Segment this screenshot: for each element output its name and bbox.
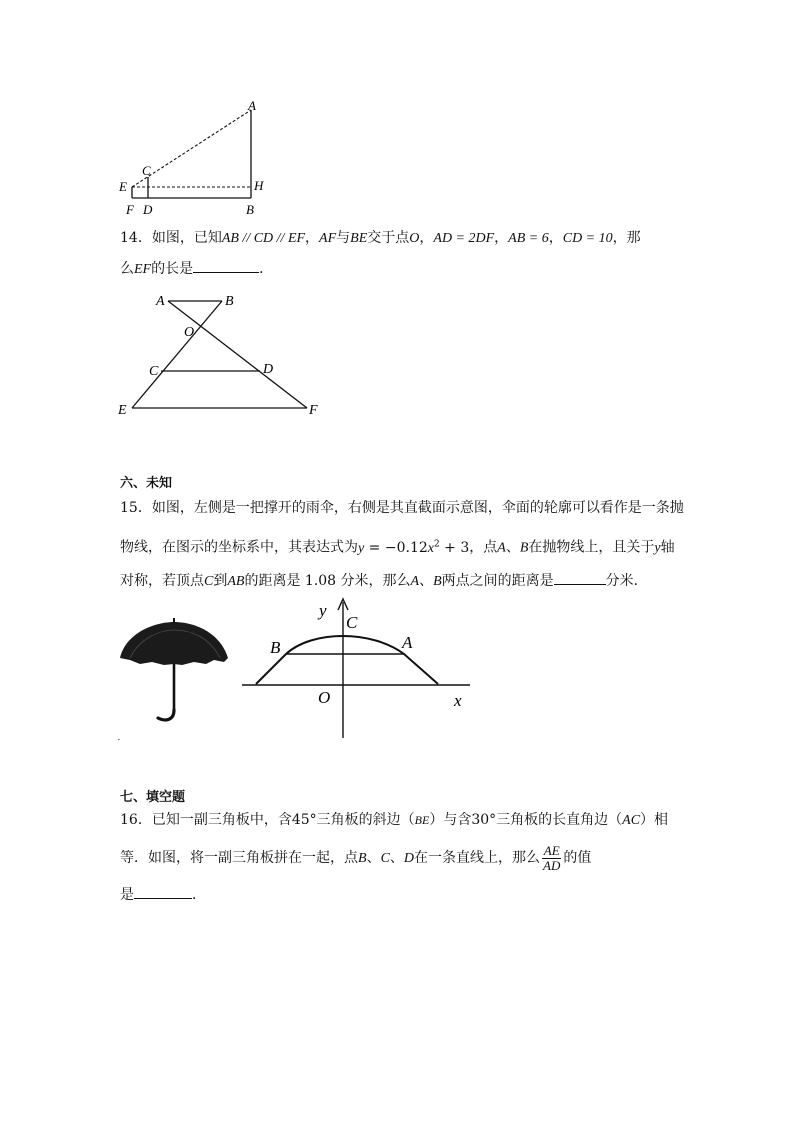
umbrella-illustration <box>116 618 232 742</box>
label-C: C <box>149 364 159 379</box>
q14-with: 与 <box>336 230 351 246</box>
q14-sep1: ， <box>305 230 320 246</box>
q15-text-6: 到 <box>213 573 228 589</box>
q16-d: D <box>403 851 415 866</box>
q14-cond: AB // CD // EF <box>221 231 306 246</box>
q15-text-4: 在抛物线上，且关于 <box>528 539 655 556</box>
q16-dun2: 、 <box>389 850 404 866</box>
q16-text-8: 的值 <box>563 850 592 866</box>
label-y: y <box>319 601 327 620</box>
q14-text-1: 如图，已知 <box>151 230 222 246</box>
q15-ab: AB <box>227 574 245 589</box>
label-F: F <box>126 202 134 217</box>
q16-line3 <box>120 884 206 905</box>
label-O: O <box>184 325 195 340</box>
q15-text-7: 的距离是 1.08 分米，那么 <box>244 573 411 589</box>
q16-deg30: 30° <box>471 812 497 828</box>
section-6-title: 六、未知 <box>120 476 173 491</box>
q14-ad: AD = 2DF <box>433 231 495 246</box>
q14-sep3: ， <box>494 230 509 246</box>
q15-formula-exp: 2 <box>433 539 440 549</box>
q16-text-4: 三角板的长直角边（ <box>496 812 623 828</box>
q15-text-2: 物线，在图示的坐标系中，其表达式为 <box>120 539 358 556</box>
q15-formula <box>358 540 469 556</box>
q14-end: ． <box>259 261 274 277</box>
q15-axis: 轴 <box>660 539 675 556</box>
q15-answer-blank[interactable] <box>554 570 606 585</box>
q14-number: 14． <box>120 230 152 246</box>
q15-text-5: 对称，若顶点 <box>120 573 204 589</box>
hourglass-figure <box>112 288 327 418</box>
q16-b: B <box>358 851 367 866</box>
q16-deg45: 45° <box>291 812 317 828</box>
q14-be: BE <box>350 231 368 246</box>
q14-line2 <box>120 258 273 280</box>
label-E: E <box>118 403 127 418</box>
label-A: A <box>402 633 413 652</box>
q15-c: C <box>204 574 214 589</box>
q16-end: ． <box>192 887 206 903</box>
q15-dun: 、 <box>505 539 520 556</box>
q15-unit: 分米． <box>605 573 648 589</box>
q16-text-1: 16．已知一副三角板中，含 <box>120 812 292 828</box>
q15-b2: B <box>433 574 442 589</box>
q14-ab: AB = 6 <box>508 231 549 246</box>
q16-text-9: 是 <box>120 887 134 903</box>
q16-text-5: ）相 <box>640 812 669 828</box>
q16-text-7: 在一条直线上，那么 <box>414 850 541 866</box>
q15-a2: A <box>410 574 420 589</box>
q14-line1 <box>120 228 641 249</box>
label-C: C <box>142 163 151 178</box>
q15-line3 <box>120 570 648 592</box>
q14-answer-blank[interactable] <box>193 258 259 273</box>
q14-sep4: ， <box>548 230 563 246</box>
label-A: A <box>248 98 256 113</box>
q15-dun2: 、 <box>419 573 434 589</box>
q14-cd: CD = 10 <box>562 231 613 246</box>
q15-formula-x: x <box>427 540 434 556</box>
label-x: x <box>454 691 462 710</box>
q16-fraction <box>542 844 561 873</box>
q14-tail: ，那 <box>612 230 641 246</box>
q16-fraction-numerator: AE <box>543 842 560 858</box>
q15-text-8: 两点之间的距离是 <box>441 573 554 589</box>
q14-o: O <box>409 231 420 246</box>
q14-ef: EF <box>134 262 152 277</box>
triangle-figure <box>112 95 282 220</box>
q14-text-3: 的长是 <box>151 261 194 277</box>
label-F: F <box>309 403 318 418</box>
label-B: B <box>270 638 281 657</box>
label-O: O <box>318 688 331 707</box>
q14-af: AF <box>319 231 337 246</box>
label-B: B <box>225 294 234 309</box>
label-D: D <box>143 202 153 217</box>
q15-text-3: ，点 <box>469 539 498 556</box>
q16-dun1: 、 <box>366 850 381 866</box>
q15-line2 <box>120 534 675 559</box>
umbrella-image-mark: . <box>118 732 121 742</box>
parabola-diagram <box>242 596 474 742</box>
label-C: C <box>346 613 358 632</box>
q15-b: B <box>519 540 529 556</box>
q14-text-2: 么 <box>120 261 134 277</box>
q16-text-3: ）与含 <box>429 812 472 828</box>
label-D: D <box>263 362 274 377</box>
label-A: A <box>156 294 165 309</box>
label-B: B <box>246 202 254 217</box>
q16-text-6: 等．如图，将一副三角板拼在一起，点 <box>120 850 358 866</box>
q16-line1 <box>120 810 668 831</box>
q15-a: A <box>497 540 506 556</box>
q15-line1: 15．如图，左侧是一把撑开的雨伞，右侧是其直截面示意图，伞面的轮廓可以看作是一条抛 <box>120 500 684 516</box>
q16-be: BE <box>414 813 430 827</box>
q16-line2 <box>120 841 591 876</box>
q14-meet: 交于点 <box>367 230 410 246</box>
q15-formula-y: y <box>358 540 365 556</box>
q16-fraction-denominator: AD <box>543 857 561 873</box>
q15-y: y <box>654 540 661 556</box>
q15-formula-tail: + 3 <box>439 539 470 556</box>
label-E: E <box>119 179 127 194</box>
q15-formula-mid: = −0.12 <box>364 539 428 556</box>
section-7-title: 七、填空题 <box>120 790 186 805</box>
q16-ac: AC <box>622 813 641 828</box>
q16-answer-blank[interactable] <box>134 884 192 899</box>
q16-c: C <box>380 851 390 866</box>
q14-sep2: ， <box>419 230 434 246</box>
label-H: H <box>254 178 264 193</box>
q16-text-2: 三角板的斜边（ <box>316 812 415 828</box>
